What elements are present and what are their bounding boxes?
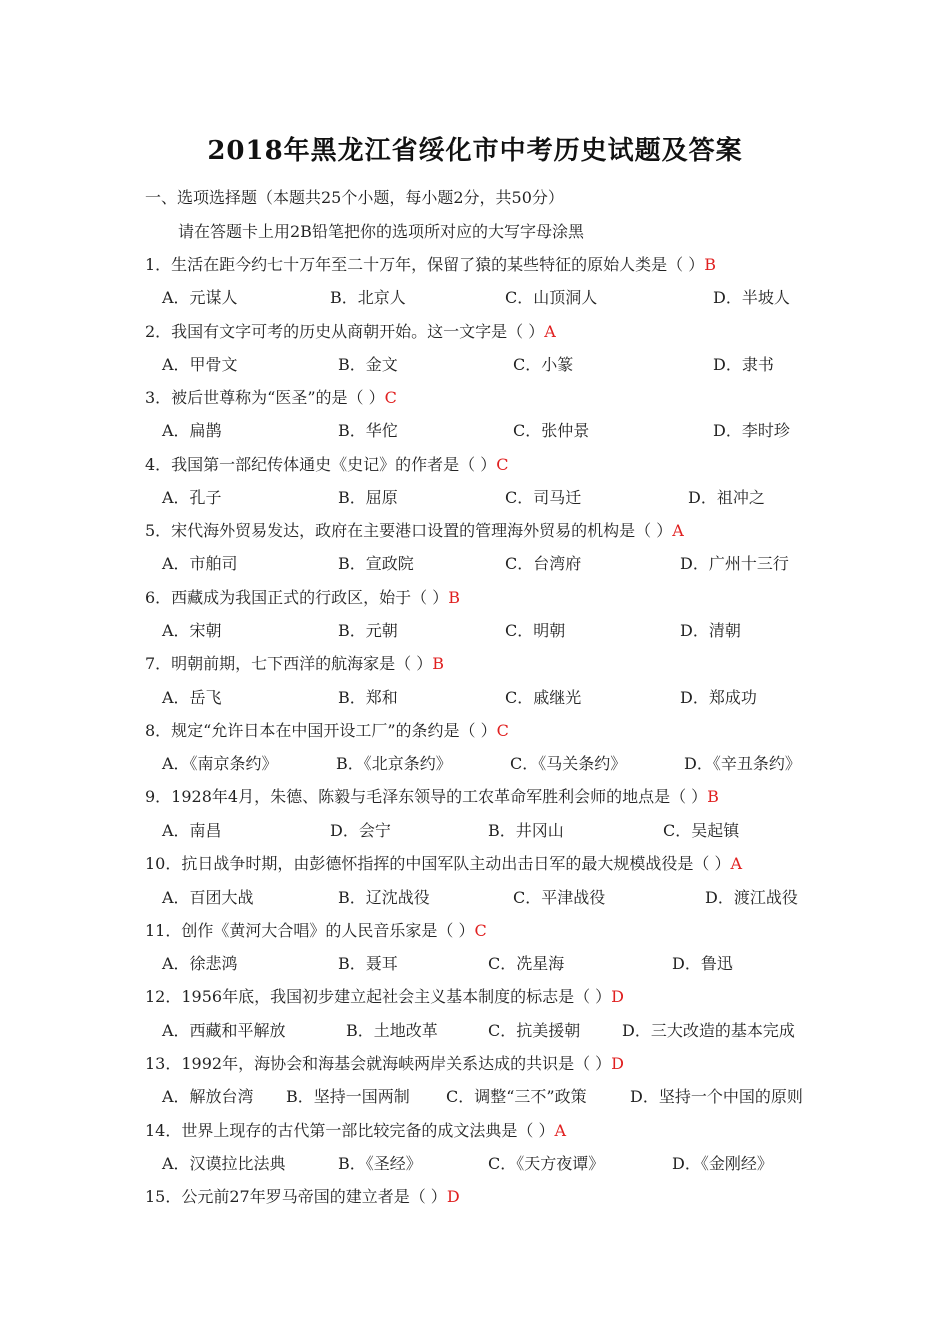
answer-key: C: [474, 921, 487, 940]
option: B．宣政院: [338, 554, 414, 573]
question-stem: 4．我国第一部纪传体通史《史记》的作者是（ ）: [145, 455, 497, 474]
question-8: [145, 720, 509, 742]
option: A．甲骨文: [162, 355, 238, 374]
question-15: [145, 1186, 460, 1208]
question-5: [145, 520, 684, 542]
question-stem: 7．明朝前期，七下西洋的航海家是（ ）: [145, 654, 433, 673]
option: A．南昌: [162, 821, 222, 840]
question-stem: 5．宋代海外贸易发达，政府在主要港口设置的管理海外贸易的机构是（ ）: [145, 521, 673, 540]
page-title: 2018年黑龙江省绥化市中考历史试题及答案: [207, 136, 743, 166]
question-3: [145, 387, 397, 409]
option: C．张仲景: [513, 421, 590, 440]
option: D．清朝: [680, 621, 741, 640]
question-7: [145, 653, 444, 675]
answer-key: A: [730, 854, 743, 873]
option: D．三大改造的基本完成: [622, 1021, 795, 1040]
option: D．《金刚经》: [672, 1154, 773, 1173]
option: D．《辛丑条约》: [684, 754, 801, 773]
option: B．辽沈战役: [338, 888, 430, 907]
option: C．吴起镇: [663, 821, 740, 840]
option: A．元谋人: [162, 288, 238, 307]
answer-key: B: [707, 787, 719, 806]
option: D．会宁: [330, 821, 391, 840]
question-14: [145, 1120, 566, 1142]
option: B．金文: [338, 355, 398, 374]
option: A．孔子: [162, 488, 222, 507]
answer-key: D: [446, 1187, 460, 1206]
option: A．市舶司: [162, 554, 238, 573]
option: A．《南京条约》: [162, 754, 278, 773]
question-stem: 2．我国有文字可考的历史从商朝开始。这一文字是（ ）: [145, 322, 545, 341]
question-stem: 3．被后世尊称为“医圣”的是（ ）: [145, 388, 385, 407]
question-11: [145, 920, 487, 942]
option: C．《天方夜谭》: [488, 1154, 605, 1173]
option: C．明朝: [505, 621, 566, 640]
option: B．坚持一国两制: [286, 1087, 410, 1106]
question-stem: 8．规定“允许日本在中国开设工厂”的条约是（ ）: [145, 721, 497, 740]
answer-key: C: [496, 721, 509, 740]
option: C．抗美援朝: [488, 1021, 581, 1040]
question-13: [145, 1053, 624, 1075]
answer-key: A: [544, 322, 556, 341]
option: C．调整“三不”政策: [446, 1087, 587, 1106]
option: B．井冈山: [488, 821, 564, 840]
question-9: [145, 786, 719, 808]
option: C．小篆: [513, 355, 574, 374]
question-stem: 11．创作《黄河大合唱》的人民音乐家是（ ）: [145, 921, 475, 940]
question-12: [145, 986, 624, 1008]
question-stem: 9．1928年4月，朱德、陈毅与毛泽东领导的工农革命军胜利会师的地点是（ ）: [145, 787, 708, 806]
option: B．土地改革: [346, 1021, 438, 1040]
option: A．扁鹊: [162, 421, 222, 440]
option: A．徐悲鸿: [162, 954, 238, 973]
section-header: 一、选项选择题（本题共25个小题，每小题2分，共50分）: [145, 188, 564, 207]
option: C．司马迁: [505, 488, 582, 507]
option: B．聂耳: [338, 954, 398, 973]
option: A．岳飞: [162, 688, 222, 707]
option: D．祖冲之: [688, 488, 765, 507]
option: B．北京人: [330, 288, 406, 307]
question-stem: 6．西藏成为我国正式的行政区，始于（ ）: [145, 588, 449, 607]
option: B．《圣经》: [338, 1154, 422, 1173]
instruction: 请在答题卡上用2B铅笔把你的选项所对应的大写字母涂黑: [178, 222, 584, 241]
option: A．宋朝: [162, 621, 222, 640]
question-1: [145, 254, 716, 276]
option: D．郑成功: [680, 688, 757, 707]
option: C．台湾府: [505, 554, 582, 573]
option: D．半坡人: [713, 288, 790, 307]
option: D．渡江战役: [705, 888, 798, 907]
answer-key: D: [611, 1054, 624, 1073]
question-stem: 1．生活在距今约七十万年至二十万年，保留了猿的某些特征的原始人类是（ ）: [145, 255, 705, 274]
question-6: [145, 587, 460, 609]
option: C．平津战役: [513, 888, 606, 907]
question-stem: 12．1956年底，我国初步建立起社会主义基本制度的标志是（ ）: [145, 987, 612, 1006]
option: B．《北京条约》: [336, 754, 452, 773]
answer-key: B: [432, 654, 445, 673]
question-stem: 13．1992年，海协会和海基会就海峡两岸关系达成的共识是（ ）: [145, 1054, 612, 1073]
option: C．戚继光: [505, 688, 582, 707]
question-2: [145, 321, 556, 343]
answer-key: A: [672, 521, 684, 540]
option: C．山顶洞人: [505, 288, 598, 307]
question-10: [145, 853, 742, 875]
option: A．解放台湾: [162, 1087, 254, 1106]
option: C．《马关条约》: [510, 754, 627, 773]
option: B．屈原: [338, 488, 398, 507]
option: B．郑和: [338, 688, 398, 707]
option: D．鲁迅: [672, 954, 733, 973]
question-4: [145, 454, 509, 476]
option: B．华佗: [338, 421, 398, 440]
answer-key: B: [448, 588, 461, 607]
question-stem: 14．世界上现存的古代第一部比较完备的成文法典是（ ）: [145, 1121, 555, 1140]
answer-key: D: [611, 987, 624, 1006]
question-stem: 10．抗日战争时期，由彭德怀指挥的中国军队主动出击日军的最大规模战役是（ ）: [145, 854, 731, 873]
option: A．汉谟拉比法典: [162, 1154, 286, 1173]
option: A．西藏和平解放: [162, 1021, 286, 1040]
option: C．冼星海: [488, 954, 565, 973]
question-stem: 15．公元前27年罗马帝国的建立者是（ ）: [145, 1187, 447, 1206]
answer-key: C: [496, 455, 509, 474]
option: D．李时珍: [713, 421, 790, 440]
answer-key: C: [384, 388, 397, 407]
option: D．广州十三行: [680, 554, 789, 573]
option: B．元朝: [338, 621, 398, 640]
answer-key: B: [704, 255, 717, 274]
option: A．百团大战: [162, 888, 254, 907]
option: D．坚持一个中国的原则: [630, 1087, 803, 1106]
answer-key: A: [554, 1121, 567, 1140]
option: D．隶书: [713, 355, 774, 374]
